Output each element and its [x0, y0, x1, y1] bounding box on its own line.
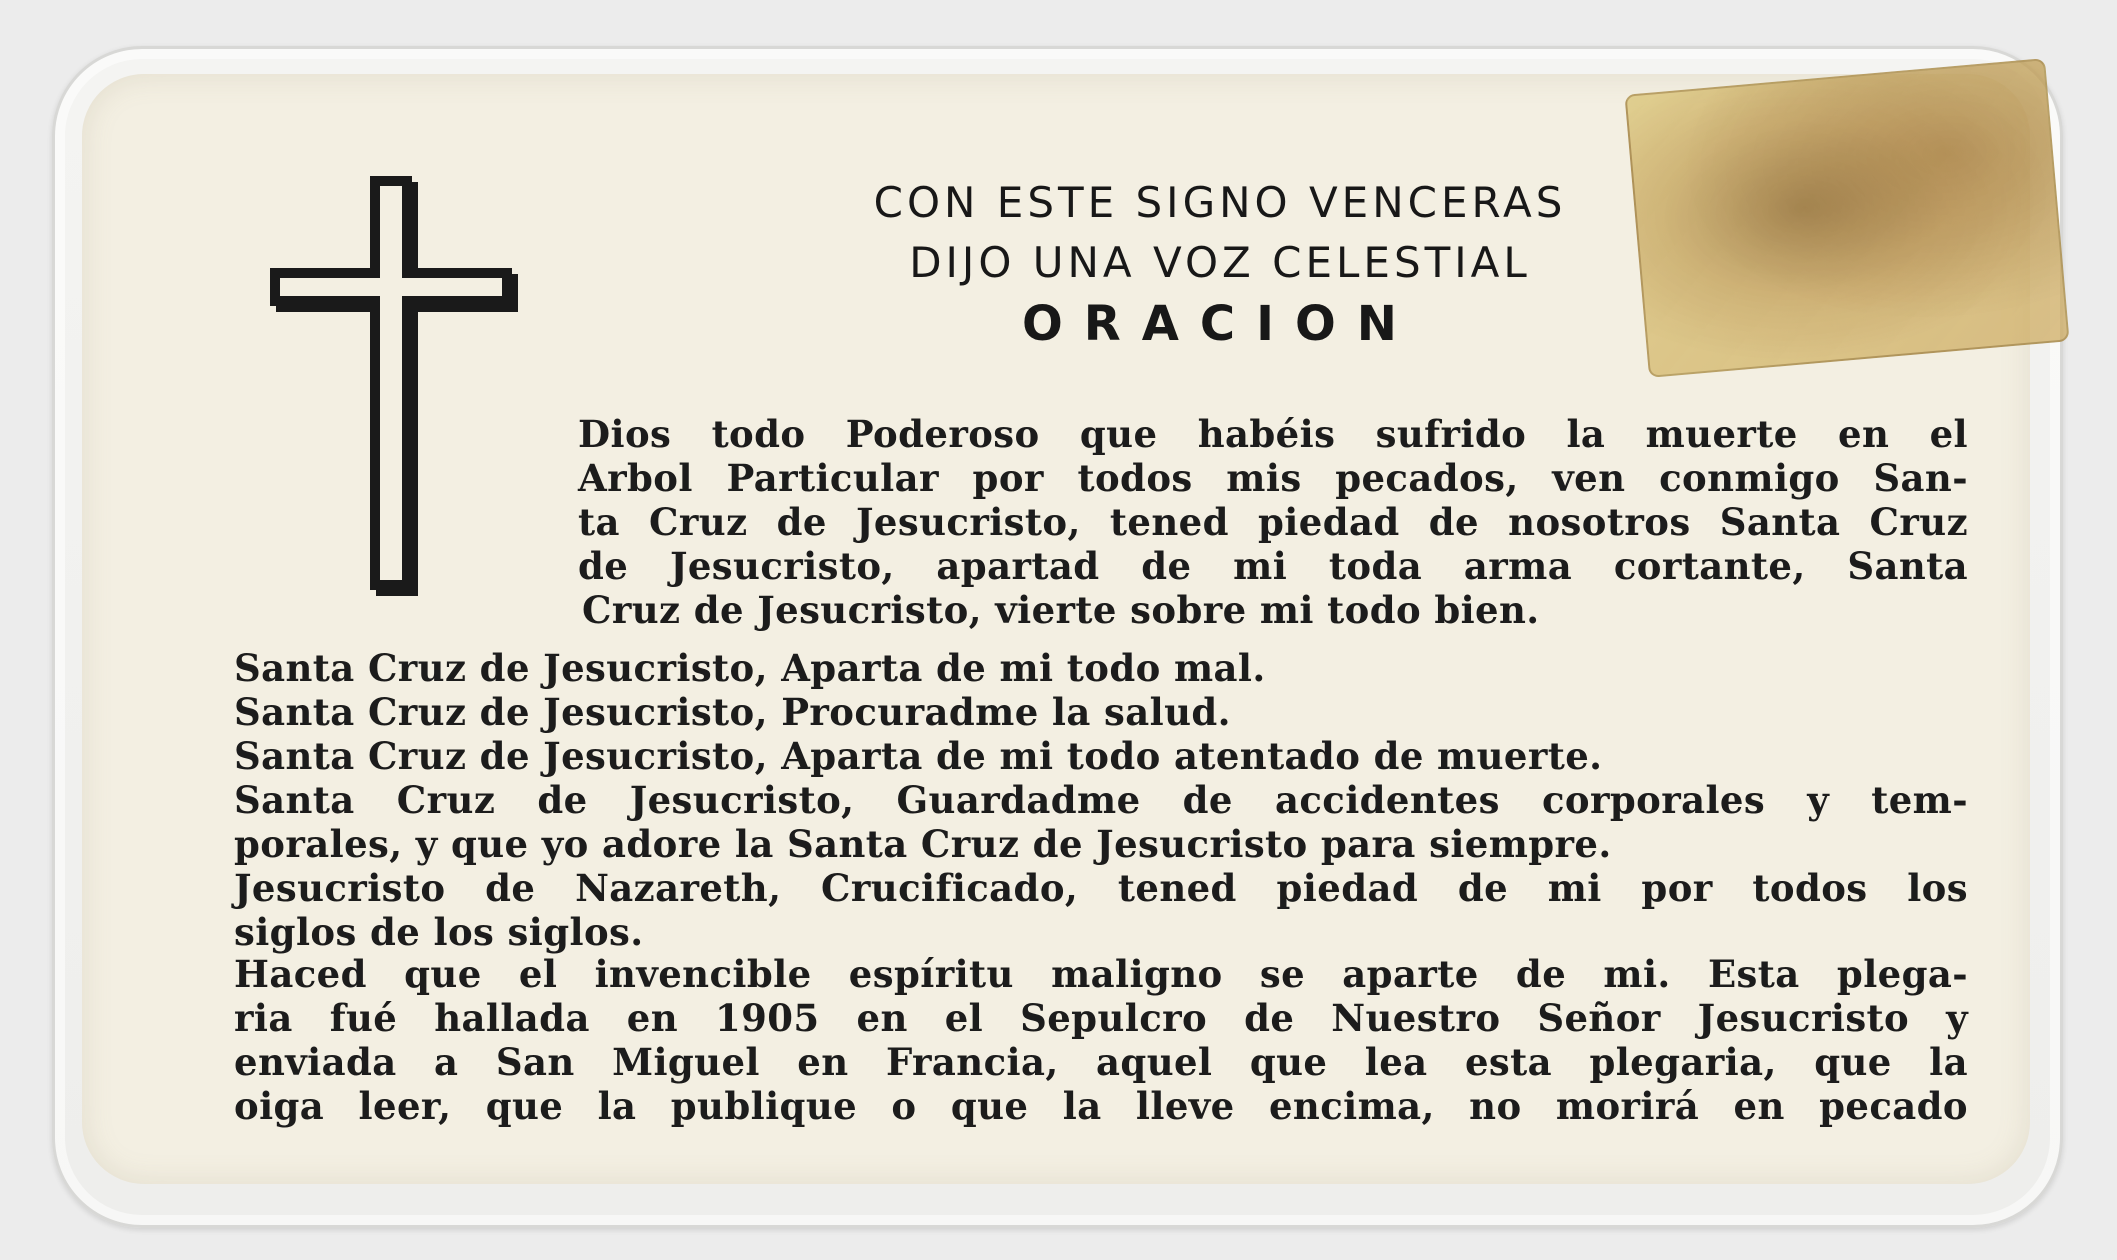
text-line: porales, y que yo adore la Santa Cruz de Jesucristo para siempre. [234, 822, 1612, 866]
text-line: ta Cruz de Jesucristo, tened piedad de nosotros Santa Cruz [578, 500, 1968, 544]
cross-icon [268, 176, 526, 602]
heading-title: ORACION [1022, 296, 1418, 352]
prayer-paragraph-2 [234, 646, 1968, 954]
adhesive-tape [1624, 58, 2069, 378]
text-line: Santa Cruz de Jesucristo, Procuradme la salud. [234, 690, 1231, 734]
heading-line-2: DIJO UNA VOZ CELESTIAL [909, 238, 1531, 287]
text-line: enviada a San Miguel en Francia, aquel que lea esta plegaria, que la [234, 1040, 1968, 1084]
text-line: siglos de los siglos. [234, 910, 644, 954]
prayer-paragraph-3 [234, 952, 1968, 1128]
text-line: Santa Cruz de Jesucristo, Aparta de mi todo atentado de muerte. [234, 734, 1603, 778]
text-line: Santa Cruz de Jesucristo, Guardadme de accidentes corporales y tem- [234, 778, 1968, 822]
text-line: Santa Cruz de Jesucristo, Aparta de mi todo mal. [234, 646, 1266, 690]
text-line: ria fué hallada en 1905 en el Sepulcro de Nuestro Señor Jesucristo y [234, 996, 1968, 1040]
text-line: Cruz de Jesucristo, vierte sobre mi todo bien. [582, 588, 1540, 632]
text-line: Jesucristo de Nazareth, Crucificado, tened piedad de mi por todos los [234, 866, 1968, 910]
text-line: Arbol Particular por todos mis pecados, ven conmigo San- [578, 456, 1968, 500]
prayer-paragraph-1 [578, 412, 1968, 632]
text-line: de Jesucristo, apartad de mi toda arma cortante, Santa [578, 544, 1968, 588]
text-line: Haced que el invencible espíritu maligno se aparte de mi. Esta plega- [234, 952, 1968, 996]
text-line: oiga leer, que la publique o que la lleve encima, no morirá en pecado [234, 1084, 1968, 1128]
heading-line-1: CON ESTE SIGNO VENCERAS [873, 178, 1567, 227]
text-line: Dios todo Poderoso que habéis sufrido la muerte en el [578, 412, 1968, 456]
